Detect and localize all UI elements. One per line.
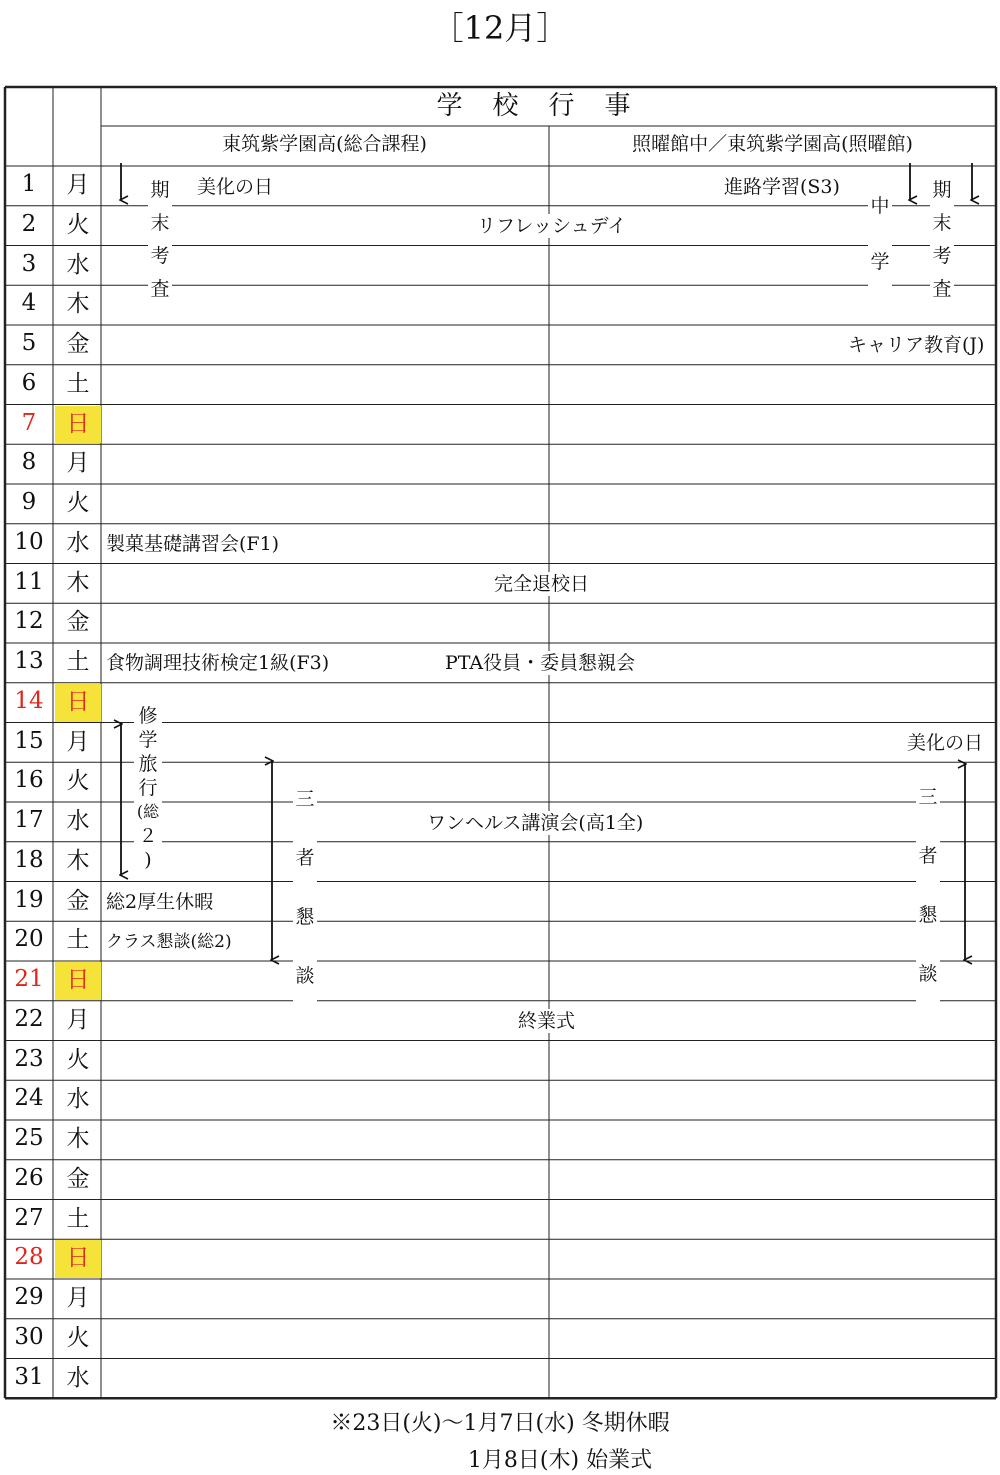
day-of-week: 日 xyxy=(55,962,101,1000)
day-of-week: 水 xyxy=(66,251,90,278)
day-number: 7 xyxy=(21,409,37,436)
day-of-week: 金 xyxy=(66,887,90,914)
day-of-week: 金 xyxy=(66,331,90,357)
day-of-week: 火 xyxy=(66,490,90,516)
event-career: キャリア教育(J) xyxy=(848,334,985,356)
day-of-week: 水 xyxy=(66,529,90,556)
event-shinro: 進路学習(S3) xyxy=(724,176,840,198)
day-number: 22 xyxy=(14,1005,44,1032)
day-of-week: 木 xyxy=(66,569,90,596)
day-number: 6 xyxy=(21,369,37,396)
sansha-kondan-left: 三 者 懇 談 xyxy=(293,770,317,1006)
day-number: 29 xyxy=(14,1284,44,1310)
day-number: 11 xyxy=(14,568,44,595)
day-number: 5 xyxy=(21,330,37,356)
event-shugyo: 終業式 xyxy=(518,1010,576,1032)
day-number: 13 xyxy=(14,648,44,674)
day-number: 20 xyxy=(14,926,44,953)
header-right-column: 照曜館中／東筑紫学園高(照曜館) xyxy=(632,133,913,155)
day-number: 23 xyxy=(14,1045,44,1072)
sansha-kondan-right: 三 者 懇 談 xyxy=(916,768,940,1004)
day-number: 3 xyxy=(21,250,37,277)
event-kosei: 総2厚生休暇 xyxy=(106,891,214,913)
day-of-week: 月 xyxy=(66,450,90,477)
note-opening: 1月8日(木) 始業式 xyxy=(467,1448,653,1473)
day-number: 16 xyxy=(14,767,44,794)
day-number: 27 xyxy=(14,1204,44,1231)
day-of-week: 火 xyxy=(66,211,90,238)
event-pta: PTA役員・委員懇親会 xyxy=(445,652,636,674)
kimatsu-right: 期 末 考 査 xyxy=(930,174,954,306)
day-number: 28 xyxy=(14,1244,44,1271)
chugaku-label: 中 学 xyxy=(868,178,892,290)
day-of-week: 土 xyxy=(66,927,90,954)
day-of-week: 火 xyxy=(66,1324,90,1351)
day-of-week: 水 xyxy=(66,808,90,834)
day-number: 24 xyxy=(14,1085,44,1112)
day-number: 1 xyxy=(21,171,37,197)
day-of-week: 土 xyxy=(66,370,90,397)
day-of-week: 火 xyxy=(66,768,90,795)
day-of-week: 火 xyxy=(66,1046,90,1073)
shugaku-ryoko: 修 学 旅 行 (総 ２ ) xyxy=(134,704,162,872)
day-of-week: 土 xyxy=(66,1205,90,1232)
kimatsu-left: 期 末 考 査 xyxy=(148,174,172,306)
day-of-week: 日 xyxy=(55,406,101,444)
page-title: ［12月］ xyxy=(431,9,569,47)
header-title: 学校行事 xyxy=(436,91,661,121)
day-number: 12 xyxy=(14,608,44,635)
day-of-week: 金 xyxy=(66,609,90,636)
day-of-week: 土 xyxy=(66,649,90,675)
event-shokumotsu: 食物調理技術検定1級(F3) xyxy=(106,652,330,674)
day-number: 8 xyxy=(21,449,37,476)
day-of-week: 木 xyxy=(66,291,90,318)
note-winter-break: ※23日(火)～1月7日(水) 冬期休暇 xyxy=(330,1411,670,1436)
event-refresh-day: リフレッシュデイ xyxy=(477,215,627,237)
day-number: 2 xyxy=(21,210,37,237)
day-number: 15 xyxy=(14,727,44,754)
day-number: 18 xyxy=(14,846,44,873)
day-of-week: 月 xyxy=(66,1006,90,1033)
day-number: 21 xyxy=(14,966,44,992)
day-number: 14 xyxy=(14,687,44,714)
event-onehealth: ワンヘルス講演会(高1全) xyxy=(427,812,644,834)
day-number: 4 xyxy=(21,290,37,317)
event-bika-right: 美化の日 xyxy=(907,732,984,754)
event-class-kondan: クラス懇談(総2) xyxy=(106,932,232,952)
day-of-week: 月 xyxy=(66,728,90,755)
day-number: 26 xyxy=(14,1164,44,1191)
day-of-week: 日 xyxy=(55,1240,101,1278)
event-kanzen: 完全退校日 xyxy=(494,573,590,595)
day-of-week: 水 xyxy=(66,1086,90,1113)
event-seika: 製菓基礎講習会(F1) xyxy=(106,533,280,555)
day-of-week: 月 xyxy=(66,172,90,198)
event-bika-left: 美化の日 xyxy=(197,176,274,198)
day-number: 31 xyxy=(14,1363,44,1390)
day-of-week: 月 xyxy=(66,1285,90,1311)
day-number: 9 xyxy=(21,489,37,515)
day-of-week: 金 xyxy=(66,1165,90,1192)
day-number: 17 xyxy=(14,807,44,833)
day-number: 25 xyxy=(14,1125,44,1151)
day-number: 10 xyxy=(14,528,44,555)
day-number: 19 xyxy=(14,886,44,913)
day-of-week: 木 xyxy=(66,1126,90,1152)
day-of-week: 木 xyxy=(66,847,90,874)
day-of-week: 日 xyxy=(55,684,101,722)
day-of-week: 水 xyxy=(66,1364,90,1391)
day-number: 30 xyxy=(14,1323,44,1350)
header-left-column: 東筑紫学園高(総合課程) xyxy=(222,133,427,155)
